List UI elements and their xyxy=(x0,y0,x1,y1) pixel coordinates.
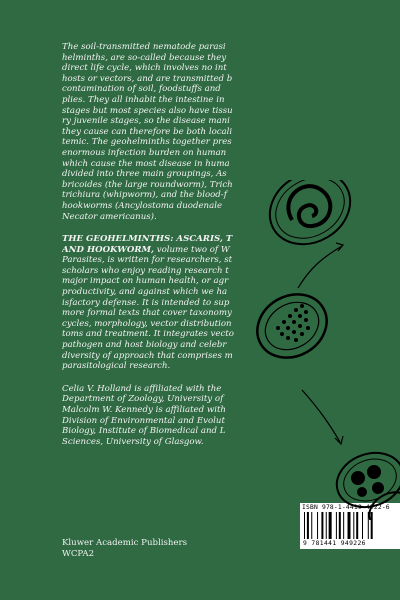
isbn-text: ISBN 978-1-4419-4922-6 xyxy=(302,504,390,511)
intro-line: contamination of soil, foodstuffs and xyxy=(62,84,221,95)
intro-line: trichiura (whipworm), and the blood-f xyxy=(62,190,227,201)
egg-cluster-drawing xyxy=(329,444,400,520)
intro-line: The soil-transmitted nematode parasi xyxy=(62,42,226,52)
lifecycle-arrow-2 xyxy=(302,390,343,444)
description-line: Parasites, is written for researchers, st xyxy=(62,255,233,266)
description-line: major impact on human health, or agr xyxy=(62,276,229,287)
author-line: Malcolm W. Kennedy is affiliated with xyxy=(62,405,226,415)
author-line: Division of Environmental and Evolut xyxy=(62,415,225,426)
barcode-number: 9 781441 949226 xyxy=(303,540,366,547)
author-line: Celia V. Holland is affiliated with the xyxy=(62,383,222,394)
intro-line: hookworms (Ancylostoma duodenale xyxy=(62,200,223,211)
intro-line: which cause the most disease in huma xyxy=(62,158,230,169)
series-title-line: THE GEOHELMINTHS: ASCARIS, T xyxy=(62,234,233,245)
author-line: Sciences, University of Glasgow. xyxy=(62,436,204,447)
intro-line: divided into three main groupings, As xyxy=(62,169,227,180)
author-line: Biology, Institute of Biomedical and L xyxy=(62,426,226,437)
intro-line: stages but most species also have tissu xyxy=(62,105,233,116)
description-line: pathogen and host biology and celebr xyxy=(62,340,227,351)
intro-line: helminths, are so-called because they xyxy=(62,52,227,63)
intro-line: bricoides (the large roundworm), Trich xyxy=(62,179,233,190)
description-line: toms and treatment. It integrates vecto xyxy=(62,329,234,340)
intro-line: Necator americanus). xyxy=(62,211,157,222)
description-line: productivity, and against which we ha xyxy=(62,287,228,298)
publisher-block xyxy=(62,538,187,560)
publisher-name: Kluwer Academic Publishers xyxy=(62,538,188,548)
intro-line: enormous infection burden on human xyxy=(62,147,227,158)
author-line: Department of Zoology, University of xyxy=(62,394,224,405)
lifecycle-arrow-1 xyxy=(298,243,343,288)
intro-line: hosts or vectors, and are transmitted b xyxy=(62,73,233,84)
parasite-lifecycle-illustration xyxy=(240,180,400,520)
larva-egg-drawing xyxy=(257,180,364,258)
description-line: diversity of approach that comprises m xyxy=(62,350,233,361)
intro-line: they cause can therefore be both locali xyxy=(62,126,233,137)
description-line: cycles, morphology, vector distribution xyxy=(62,318,232,329)
intro-line: temic. The geohelminths together pres xyxy=(62,137,232,148)
publisher-code: WCPA2 xyxy=(62,549,95,559)
description-line: parasitological research. xyxy=(62,361,171,372)
intro-line: direct life cycle, which involves no int xyxy=(62,63,227,74)
egg-drawing xyxy=(246,282,338,370)
series-title-line: AND HOOKWORM, volume two of W xyxy=(62,244,230,255)
description-line: isfactory defense. It is intended to sup xyxy=(62,297,230,308)
description-line: scholars who enjoy reading research t xyxy=(62,265,229,276)
intro-line: plies. They all inhabit the intestine in xyxy=(62,94,225,105)
description-line: more formal texts that cover taxonomy xyxy=(62,308,232,319)
intro-line: ry juvenile stages, so the disease mani xyxy=(62,116,230,127)
